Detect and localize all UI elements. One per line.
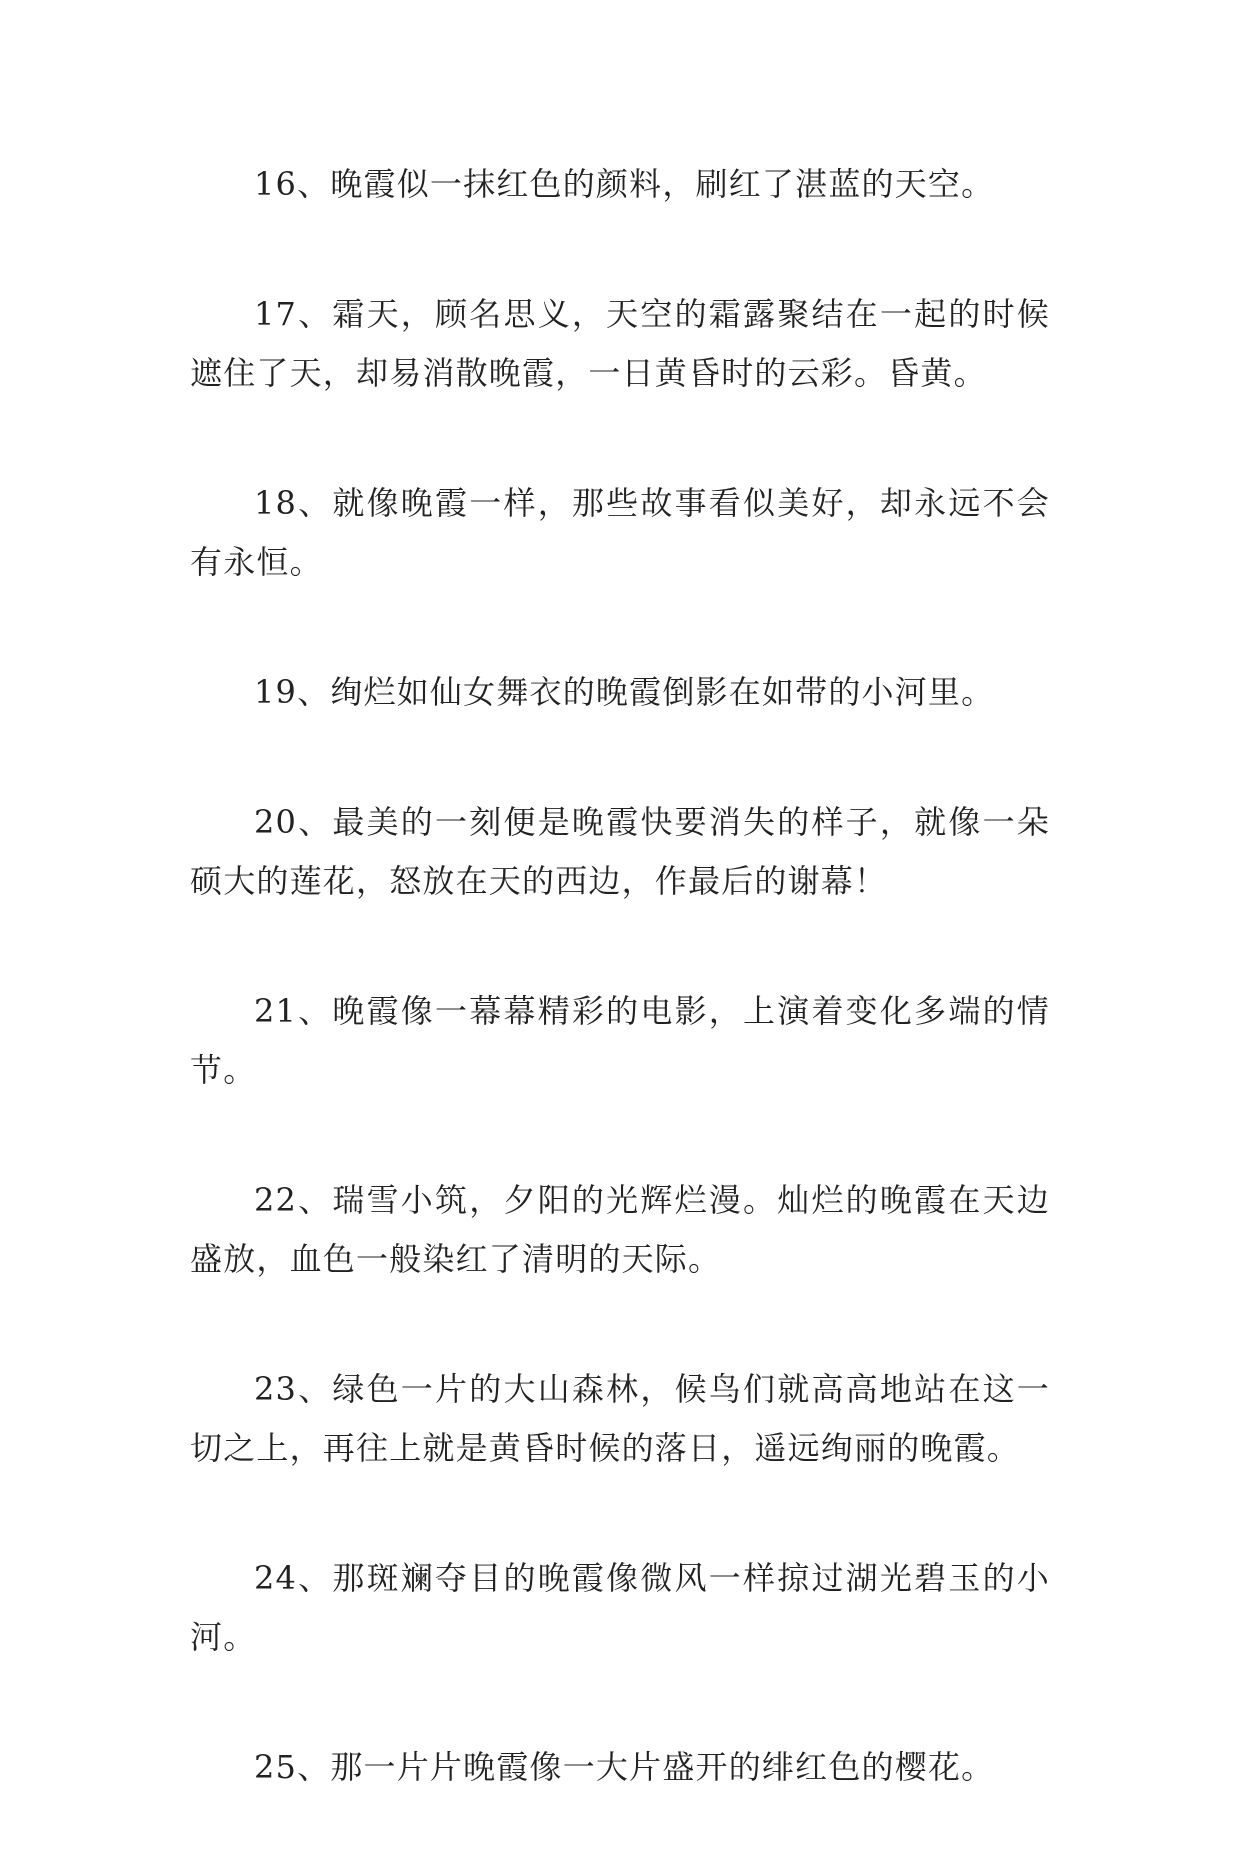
- paragraph-23: 23、绿色一片的大山森林，候鸟们就高高地站在这一切之上，再往上就是黄昏时候的落日，遥远绚丽的晚霞。: [190, 1370, 1050, 1467]
- paragraph-25: 25、那一片片晚霞像一大片盛开的绯红色的樱花。: [254, 1748, 995, 1786]
- paragraph-16: 16、晚霞似一抹红色的颜料，刷红了湛蓝的天空。: [254, 165, 995, 203]
- paragraph-20: 20、最美的一刻便是晚霞快要消失的样子，就像一朵硕大的莲花，怒放在天的西边，作最后的谢幕！: [190, 803, 1050, 900]
- paragraph-22: 22、瑞雪小筑，夕阳的光辉烂漫。灿烂的晚霞在天边盛放，血色一般染红了清明的天际。: [190, 1181, 1050, 1278]
- paragraph-21: 21、晚霞像一幕幕精彩的电影，上演着变化多端的情节。: [190, 992, 1050, 1089]
- paragraph-17: 17、霜天，顾名思义，天空的霜露聚结在一起的时候遮住了天，却易消散晚霞，一日黄昏时的云彩。昏黄。: [190, 295, 1050, 392]
- paragraph-18: 18、就像晚霞一样，那些故事看似美好，却永远不会有永恒。: [190, 484, 1050, 581]
- paragraph-19: 19、绚烂如仙女舞衣的晚霞倒影在如带的小河里。: [254, 673, 995, 711]
- paragraph-24: 24、那斑斓夺目的晚霞像微风一样掠过湖光碧玉的小河。: [190, 1559, 1050, 1656]
- document-body: [190, 155, 1050, 1868]
